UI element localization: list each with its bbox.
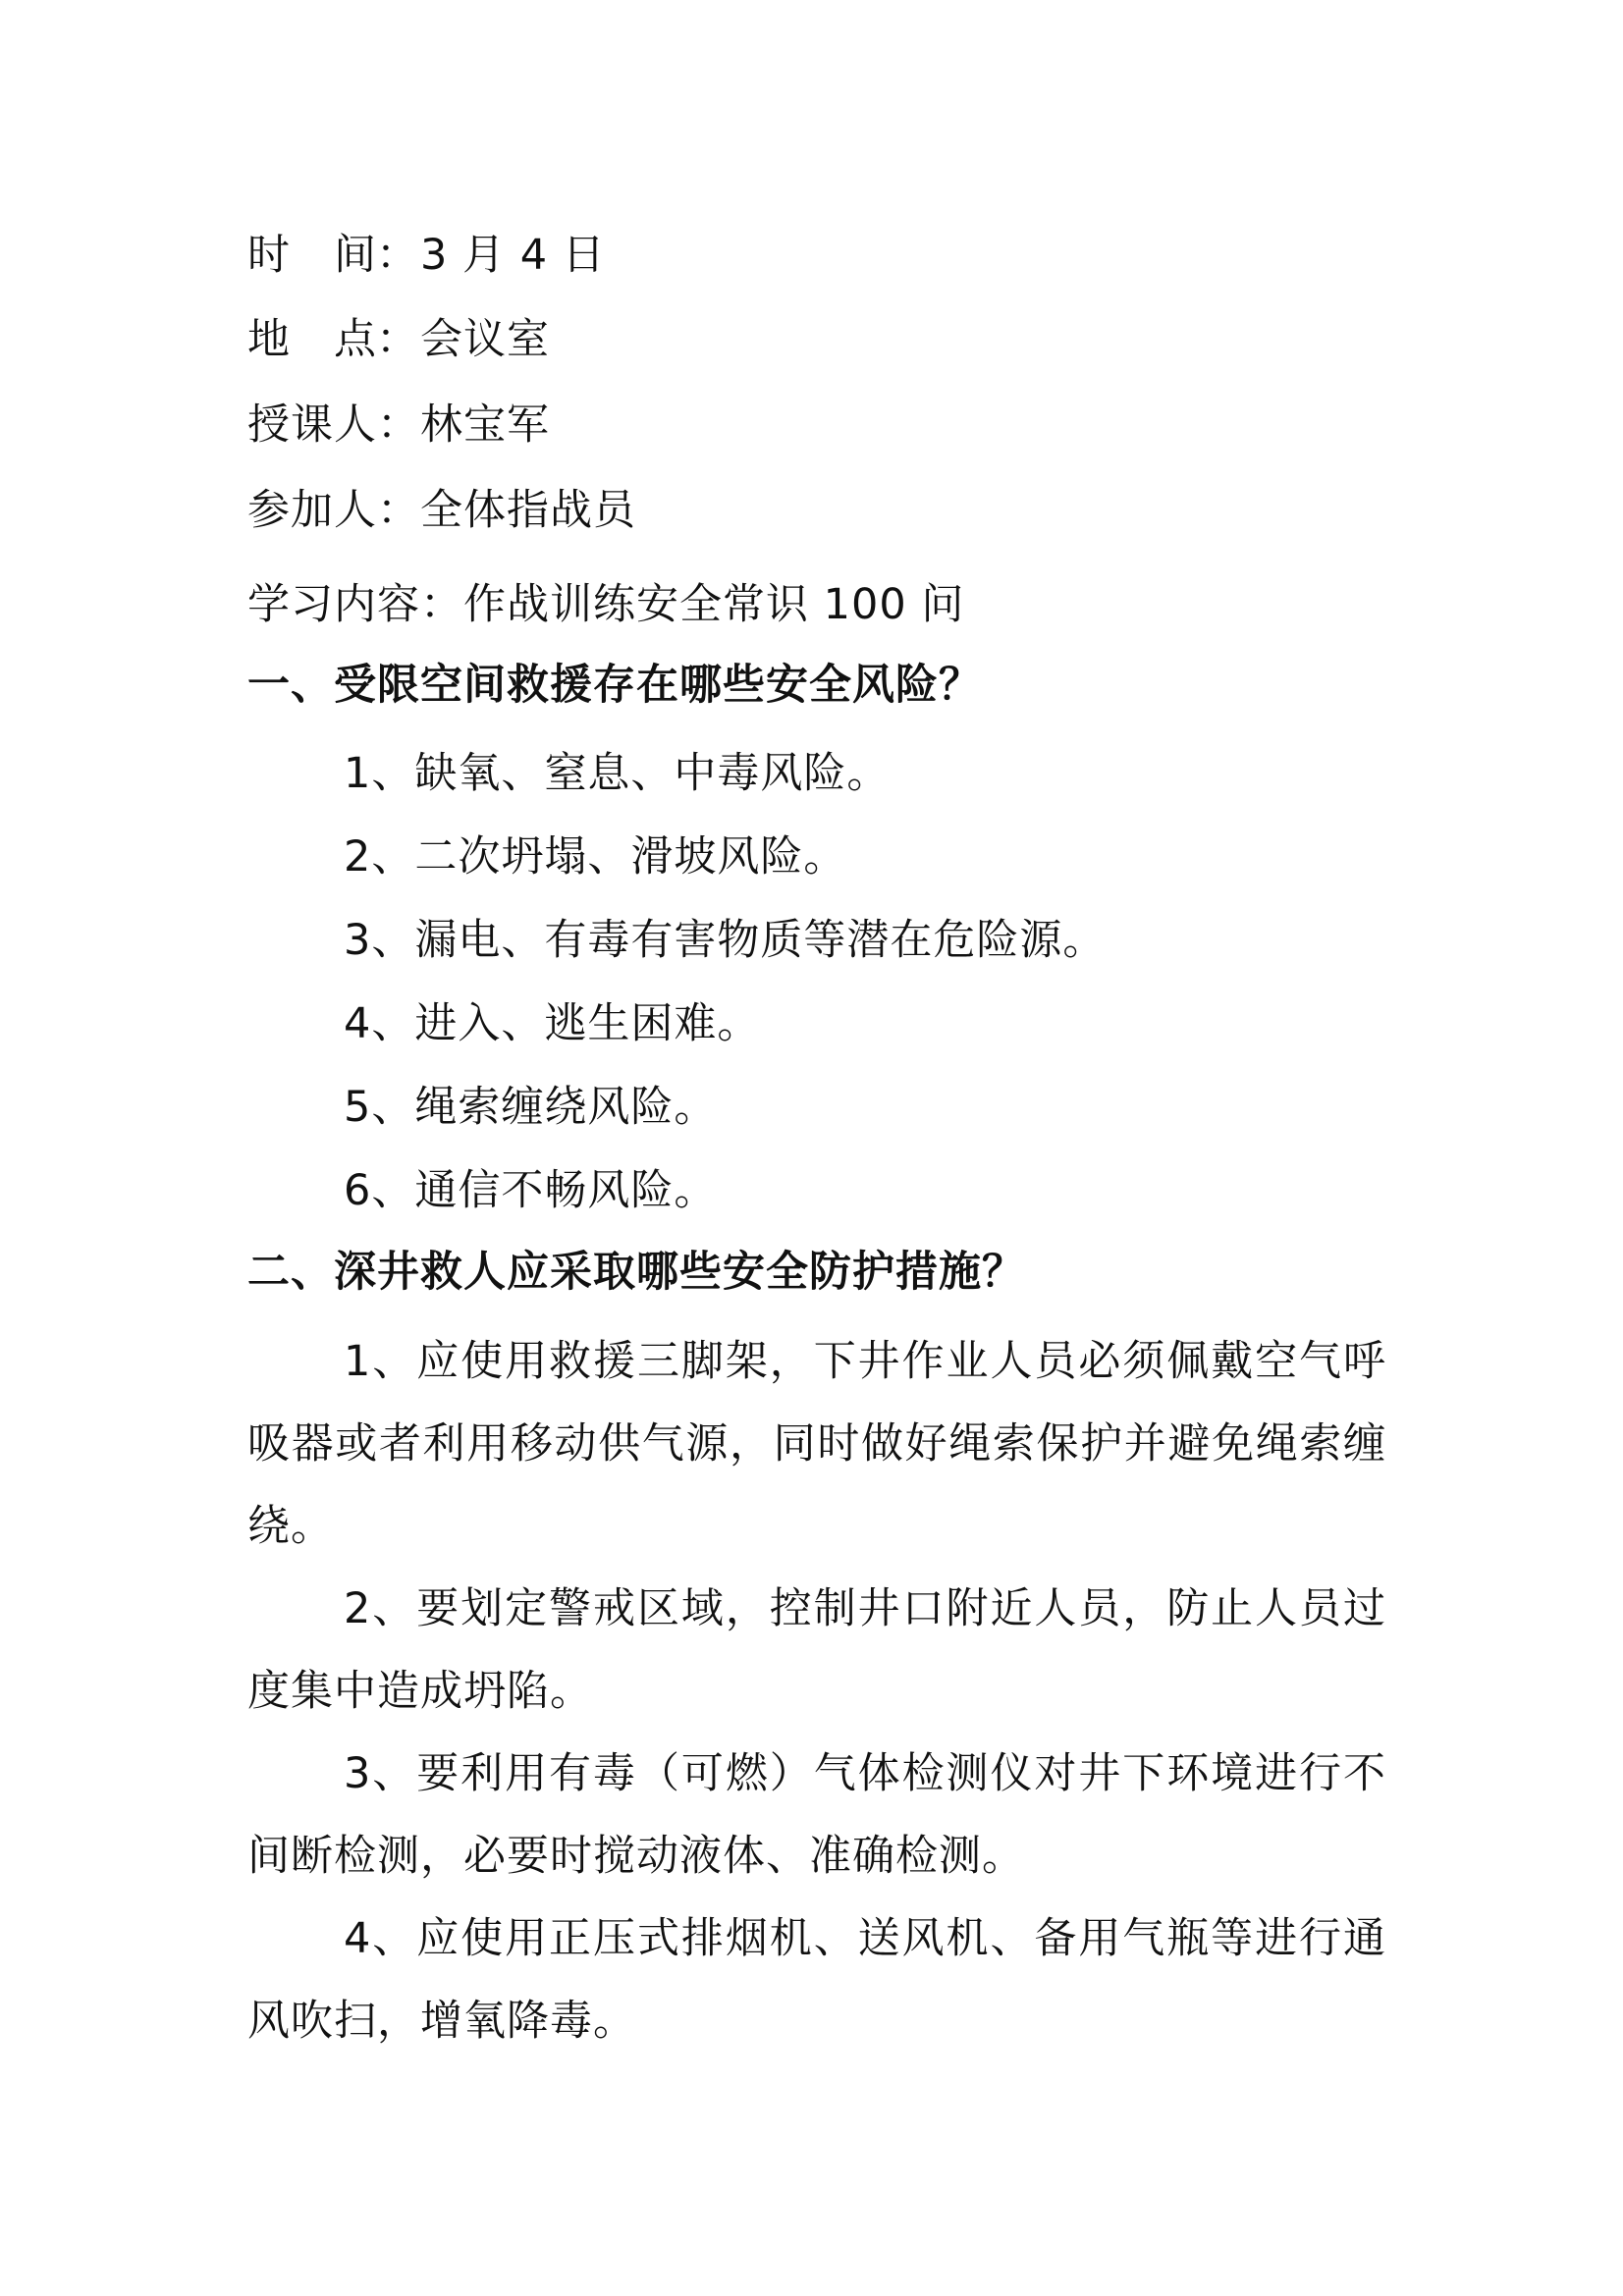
content-value: 作战训练安全常识 100 问 [463, 580, 965, 629]
time-row [247, 228, 606, 283]
time-value: 3 月 4 日 [420, 231, 606, 280]
participants-row [247, 483, 636, 538]
participants-value: 全体指战员 [420, 486, 636, 535]
section2-item: 3、要利用有毒（可燃）气体检测仪对井下环境进行不间断检测，必要时搅动液体、准确检测。 [247, 1749, 1386, 1881]
section2-item: 1、应使用救援三脚架，下井作业人员必须佩戴空气呼吸器或者利用移动供气源，同时做好绳索保护并避免绳索缠绕。 [247, 1337, 1386, 1551]
place-label: 地 点： [247, 315, 418, 364]
participants-label: 参加人： [247, 486, 420, 535]
section1-item: 6、通信不畅风险。 [344, 1166, 718, 1215]
time-label: 时 间： [247, 231, 418, 280]
place-row [247, 312, 550, 367]
section1-item: 4、进入、逃生困难。 [344, 999, 761, 1048]
section1-item: 3、漏电、有毒有害物质等潜在危险源。 [344, 916, 1107, 965]
lecturer-row [247, 398, 550, 453]
lecturer-label: 授课人： [247, 400, 420, 450]
section2-item: 2、要划定警戒区域，控制井口附近人员，防止人员过度集中造成坍陷。 [247, 1584, 1386, 1716]
section1-item: 5、绳索缠绕风险。 [344, 1083, 718, 1132]
section2-item: 4、应使用正压式排烟机、送风机、备用气瓶等进行通风吹扫，增氧降毒。 [247, 1914, 1386, 2046]
section1-item: 1、缺氧、窒息、中毒风险。 [344, 749, 891, 798]
lecturer-value: 林宝军 [420, 400, 550, 450]
section1-item: 2、二次坍塌、滑坡风险。 [344, 832, 847, 881]
place-value: 会议室 [420, 315, 550, 364]
content-label: 学习内容： [247, 580, 463, 629]
section1-title: 一、受限空间救援存在哪些安全风险？ [247, 661, 982, 710]
content-row [247, 577, 964, 632]
section2-title: 二、深井救人应采取哪些安全防护措施？ [247, 1248, 1025, 1297]
